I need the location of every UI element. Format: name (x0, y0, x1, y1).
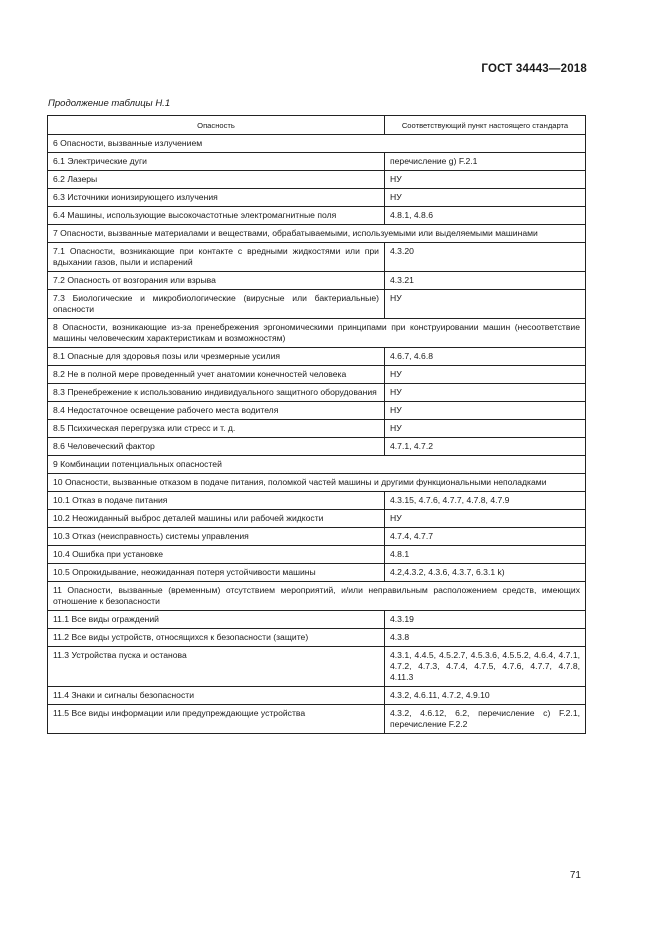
reference-cell: 4.3.19 (385, 611, 586, 629)
table-row (48, 687, 586, 705)
hazard-cell: 11.1 Все виды ограждений (48, 611, 385, 629)
table-row (48, 629, 586, 647)
reference-cell: 4.8.1 (385, 546, 586, 564)
table-row (48, 366, 586, 384)
section-heading-cell: 9 Комбинации потенциальных опасностей (48, 456, 586, 474)
hazard-cell: 10.4 Ошибка при установке (48, 546, 385, 564)
table-row (48, 384, 586, 402)
hazard-cell: 10.1 Отказ в подаче питания (48, 492, 385, 510)
table-row (48, 189, 586, 207)
hazard-cell: 8.3 Пренебрежение к использованию индивидуального защитного оборудования (48, 384, 385, 402)
reference-cell: НУ (385, 366, 586, 384)
reference-cell: НУ (385, 402, 586, 420)
table-caption: Продолжение таблицы Н.1 (48, 98, 171, 109)
hazard-cell: 6.1 Электрические дуги (48, 153, 385, 171)
table-row (48, 510, 586, 528)
reference-cell: 4.3.1, 4.4.5, 4.5.2.7, 4.5.3.6, 4.5.5.2, 4.6.4, 4.7.1, 4.7.2, 4.7.3, 4.7.4, 4.7.5, 4.7.6, 4.7.7, 4.7.8, 4.11.3 (385, 647, 586, 687)
section-heading-cell: 6 Опасности, вызванные излучением (48, 135, 586, 153)
table-row (48, 546, 586, 564)
hazard-cell: 10.3 Отказ (неисправность) системы управления (48, 528, 385, 546)
hazard-table (47, 115, 586, 734)
table-row (48, 243, 586, 272)
hazard-cell: 7.1 Опасности, возникающие при контакте с вредными жидкостями или при вдыхании газов, пыли и испарений (48, 243, 385, 272)
hazard-cell: 6.4 Машины, использующие высокочастотные электромагнитные поля (48, 207, 385, 225)
table-row (48, 348, 586, 366)
hazard-cell: 8.2 Не в полной мере проведенный учет анатомии конечностей человека (48, 366, 385, 384)
table-section-row (48, 456, 586, 474)
hazard-cell: 8.1 Опасные для здоровья позы или чрезмерные усилия (48, 348, 385, 366)
table-row (48, 153, 586, 171)
reference-cell: 4.2,4.3.2, 4.3.6, 4.3.7, 6.3.1 k) (385, 564, 586, 582)
table-section-row (48, 135, 586, 153)
section-heading-cell: 10 Опасности, вызванные отказом в подаче питания, поломкой частей машины и другими функциональными неполадками (48, 474, 586, 492)
table-body (48, 135, 586, 734)
reference-cell: 4.3.21 (385, 272, 586, 290)
page-number: 71 (569, 870, 581, 881)
hazard-cell: 6.3 Источники ионизирующего излучения (48, 189, 385, 207)
table-section-row (48, 582, 586, 611)
hazard-cell: 6.2 Лазеры (48, 171, 385, 189)
table-row (48, 171, 586, 189)
table-row (48, 272, 586, 290)
table-row (48, 705, 586, 734)
reference-cell: 4.3.15, 4.7.6, 4.7.7, 4.7.8, 4.7.9 (385, 492, 586, 510)
reference-cell: НУ (385, 510, 586, 528)
table-row (48, 611, 586, 629)
hazard-cell: 7.3 Биологические и микробиологические (вирусные или бактериальные) опасности (48, 290, 385, 319)
reference-cell: 4.3.8 (385, 629, 586, 647)
reference-cell: НУ (385, 189, 586, 207)
column-header-reference: Соответствующий пункт настоящего стандарта (385, 116, 586, 135)
table-row (48, 290, 586, 319)
column-header-hazard: Опасность (48, 116, 385, 135)
section-heading-cell: 7 Опасности, вызванные материалами и веществами, обрабатываемыми, используемыми или выделяемыми машинами (48, 225, 586, 243)
hazard-cell: 7.2 Опасность от возгорания или взрыва (48, 272, 385, 290)
table-row (48, 420, 586, 438)
hazard-cell: 11.4 Знаки и сигналы безопасности (48, 687, 385, 705)
table-row (48, 564, 586, 582)
table-section-row (48, 319, 586, 348)
hazard-cell: 10.5 Опрокидывание, неожиданная потеря устойчивости машины (48, 564, 385, 582)
table-row (48, 438, 586, 456)
table-section-row (48, 225, 586, 243)
reference-cell: перечисление g) F.2.1 (385, 153, 586, 171)
table-row (48, 528, 586, 546)
table-row (48, 492, 586, 510)
hazard-cell: 10.2 Неожиданный выброс деталей машины или рабочей жидкости (48, 510, 385, 528)
section-heading-cell: 8 Опасности, возникающие из-за пренебрежения эргономическими принципами при конструировании машин (несоответствие машины человеческим характеристикам и возможностям) (48, 319, 586, 348)
hazard-cell: 8.5 Психическая перегрузка или стресс и т. д. (48, 420, 385, 438)
reference-cell: 4.3.2, 4.6.12, 6.2, перечисление с) F.2.1, перечисление F.2.2 (385, 705, 586, 734)
reference-cell: 4.7.4, 4.7.7 (385, 528, 586, 546)
reference-cell: НУ (385, 171, 586, 189)
hazard-cell: 8.6 Человеческий фактор (48, 438, 385, 456)
reference-cell: 4.7.1, 4.7.2 (385, 438, 586, 456)
table-row (48, 647, 586, 687)
reference-cell: НУ (385, 290, 586, 319)
reference-cell: 4.6.7, 4.6.8 (385, 348, 586, 366)
reference-cell: 4.3.20 (385, 243, 586, 272)
reference-cell: НУ (385, 420, 586, 438)
table-row (48, 207, 586, 225)
reference-cell: 4.3.2, 4.6.11, 4.7.2, 4.9.10 (385, 687, 586, 705)
standard-code: ГОСТ 34443—2018 (481, 63, 587, 75)
section-heading-cell: 11 Опасности, вызванные (временным) отсутствием мероприятий, и/или неправильным расположением средств, имеющих отношение к безопасности (48, 582, 586, 611)
reference-cell: 4.8.1, 4.8.6 (385, 207, 586, 225)
hazard-cell: 11.2 Все виды устройств, относящихся к безопасности (защите) (48, 629, 385, 647)
hazard-cell: 11.3 Устройства пуска и останова (48, 647, 385, 687)
table-row (48, 402, 586, 420)
table-header-row (48, 116, 586, 135)
reference-cell: НУ (385, 384, 586, 402)
hazard-cell: 11.5 Все виды информации или предупреждающие устройства (48, 705, 385, 734)
table-section-row (48, 474, 586, 492)
hazard-cell: 8.4 Недостаточное освещение рабочего места водителя (48, 402, 385, 420)
